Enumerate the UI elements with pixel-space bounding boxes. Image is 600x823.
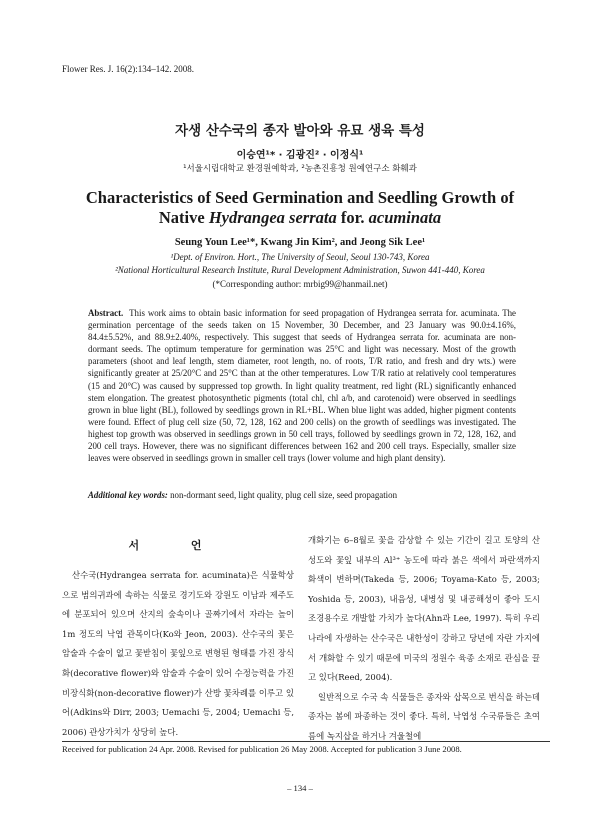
additional-keywords	[88, 490, 528, 500]
english-affiliation-1: ¹Dept. of Environ. Hort., The University of Seoul, Seoul 130-743, Korea	[170, 252, 430, 262]
page-number: – 134 –	[287, 783, 313, 793]
english-affiliation-2: ²National Horticultural Research Institute, Rural Development Administration, Suwon 441-440, Korea	[115, 265, 485, 275]
intro-right-paragraph-1: 개화기는 6–8월로 꽃을 감상할 수 있는 기간이 길고 토양의 산성도와 꽃잎 내부의 Al³⁺ 농도에 따라 붉은 색에서 파란색까지 화색이 변하며(Takeda 등, 2006; Toyama-Kato 등, 2003; Yoshida 등, 2003), 내음성, 내병성 및 내공해성이 좋아 도시 조경용수로 개발할 가치가 높다(Ahn과 Lee, 1997). 특히 우리나라에 자생하는 산수국은 내한성이 강하고 당년에 자란 가지에서 개화할 수 있기 때문에 미국의 정원수 육종 소재로 관심을 끌고 있다(Reed, 2004).	[308, 535, 540, 683]
english-title-line2	[40, 208, 560, 228]
english-authors: Seung Youn Lee¹*, Kwang Jin Kim², and Jeong Sik Lee¹	[174, 237, 426, 248]
publication-footnote: Received for publication 24 Apr. 2008. Revised for publication 26 May 2008. Accepted for publication 3 June 2008.	[62, 744, 462, 754]
intro-left-column: 산수국(Hydrangea serrata for. acuminata)은 식물학상으로 범의귀과에 속하는 식물로 경기도와 강원도 이남과 제주도에 분포되어 있으며 산지의 숲속이나 골짜기에서 자라는 높이 1m 정도의 낙엽 관목이다(Ko와 Jeon, 2003). 산수국의 꽃은 암술과 수술이 없고 꽃받침이 꽃잎으로 변형된 형태를 가진 장식화(decorative flower)와 암술과 수술이 있어 수정능력을 가진 비장식화(non-decorative flower)가 산방 꽃차례를 이루고 있어(Adkins와 Dirr, 2003; Uemachi 등, 2004; Uemachi 등, 2006) 관상가치가 상당히 높다.	[62, 570, 294, 737]
section-title-introduction: 서 언	[128, 539, 226, 552]
korean-title: 자생 산수국의 종자 발아와 유묘 생육 특성	[175, 123, 425, 139]
keywords-text: non-dormant seed, light quality, plug cell size, seed propagation	[167, 490, 398, 500]
korean-affiliation: ¹서울시립대학교 환경원예학과, ²농촌진흥청 원예연구소 화훼과	[183, 164, 417, 174]
title-mid: for.	[336, 208, 369, 227]
intro-right-column	[308, 531, 540, 747]
title-species: Hydrangea serrata	[208, 208, 337, 227]
title-form: acuminata	[368, 208, 442, 227]
english-title-line1: Characteristics of Seed Germination and Seedling Growth of	[85, 188, 515, 207]
footnote-divider	[62, 741, 550, 742]
intro-right-paragraph-2: 일반적으로 수국 속 식물들은 종자와 삽목으로 번식을 하는데 종자는 봄에 파종하는 것이 좋다. 특히, 낙엽성 수국류들은 초여름에 녹지삽을 하거나 겨울철에	[308, 691, 540, 741]
abstract-text: This work aims to obtain basic information for seed propagation of Hydrangea serrata for. acuminata. The germination percentage of the seeds taken on 15 November, 30 December, and 23 January was 90.0±4.16%, 84.4±5.52%, and 88.9±2.40%, respectively. This suggest that seeds of Hydrangea serrata for. acuminata are non-dormant seeds. The optimum temperature for germination was 25°C and light was necessary. Most of the growth parameters (shoot and leaf length, stem diameter, root length, no. of roots, T/R ratio, and fresh and dry wts.) were significantly greater at 25/20°C and 25°C than at the other temperatures. Low T/R ratio at relatively cool temperatures (15 and 20°C) was caused by suppressed top growth. In light quality treatment, red light (RL) significantly enhanced stem elongation. The greatest photosynthetic pigments (total chl, chl a/b, and carotenoid) were observed in seedlings grown in blue light (BL), followed by seedlings grown in RL+BL. When blue light was added, higher pigment contents were found. Effect of plug cell size (50, 72, 128, 162 and 200 cells) on the growth of seedlings was investigated. The highest top growth was observed in seedlings grown in 50 cell trays, followed by seedlings grown in 72, 128, 162, and 200 cell trays. However, there was no significant differences between 162 and 200 cell trays. Especially, smaller size leaves were observed in seedlings grown in smaller cell trays (lower volume and high plant density).	[88, 308, 517, 464]
corresponding-author: (*Corresponding author: mrbig99@hanmail.net)	[212, 279, 388, 289]
journal-reference: Flower Res. J. 16(2):134–142. 2008.	[62, 64, 194, 74]
title-prefix: Native	[158, 208, 209, 227]
abstract	[88, 307, 516, 464]
keywords-label: Additional key words:	[88, 490, 168, 500]
korean-authors: 이승연¹* · 김광진² · 이정식¹	[236, 150, 364, 161]
abstract-label: Abstract.	[88, 308, 124, 318]
english-title	[40, 188, 560, 228]
